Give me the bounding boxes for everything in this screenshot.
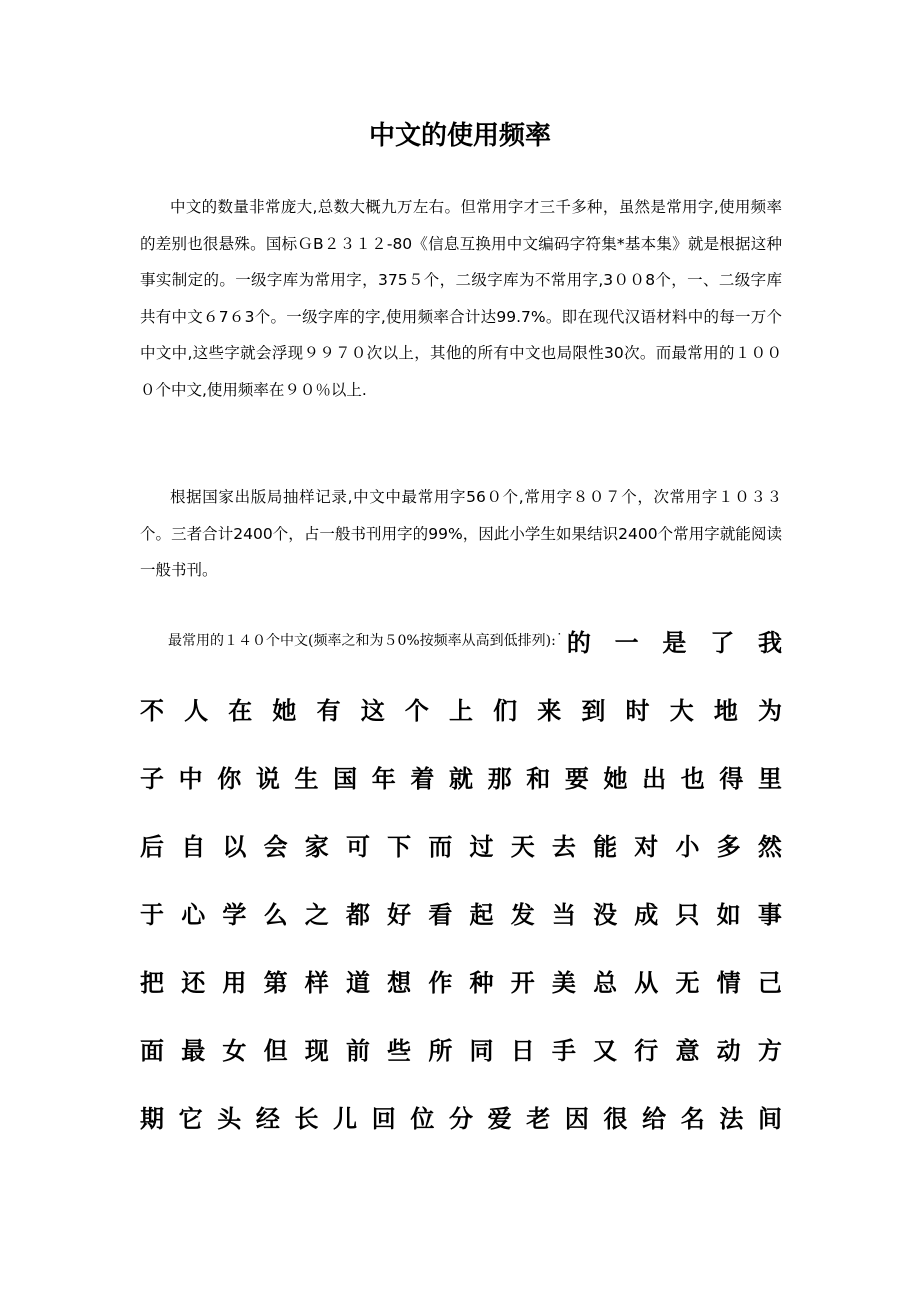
char: 想	[387, 968, 412, 997]
char: 好	[387, 900, 412, 929]
char-line-5	[140, 960, 782, 1000]
char: 以	[222, 832, 247, 861]
char: 把	[140, 968, 164, 997]
char: 后	[140, 832, 164, 861]
char: 如	[716, 900, 741, 929]
char: 都	[345, 900, 370, 929]
char: 它	[178, 1104, 203, 1133]
char: 情	[716, 968, 741, 997]
char: 中	[178, 764, 203, 793]
intro-mark: ˙	[555, 632, 563, 648]
char: 生	[294, 764, 319, 793]
char: 法	[719, 1104, 744, 1133]
char: 里	[758, 764, 782, 793]
char: 你	[217, 764, 242, 793]
char-line-2	[140, 756, 782, 796]
char: 给	[642, 1104, 667, 1133]
char: 到	[581, 696, 606, 725]
char: 开	[510, 968, 535, 997]
char: 家	[304, 832, 329, 861]
char: 过	[469, 832, 494, 861]
char: 天	[510, 832, 535, 861]
frequency-list-intro	[168, 625, 782, 655]
char: 她	[603, 764, 628, 793]
char: 和	[526, 764, 551, 793]
char: 名	[680, 1104, 705, 1133]
char: 经	[255, 1104, 280, 1133]
char: 行	[634, 1036, 659, 1065]
char: 国	[333, 764, 358, 793]
char: 无	[675, 968, 700, 997]
char: 上	[448, 696, 473, 725]
char: 出	[642, 764, 667, 793]
char: 手	[551, 1036, 576, 1065]
char: 面	[140, 1036, 164, 1065]
char: 还	[181, 968, 206, 997]
char: 自	[181, 832, 206, 861]
char: 一	[614, 628, 639, 657]
char: 得	[719, 764, 744, 793]
char: 心	[181, 900, 206, 929]
char: 也	[680, 764, 705, 793]
list-intro-text: 最常用的１４０个中文(频率之和为５0%按频率从高到低排列):	[168, 633, 556, 649]
char: 又	[593, 1036, 618, 1065]
char: 会	[263, 832, 288, 861]
char: 人	[184, 696, 209, 725]
char: 爱	[487, 1104, 512, 1133]
char: 动	[716, 1036, 741, 1065]
char: 因	[564, 1104, 589, 1133]
char: 们	[493, 696, 518, 725]
page-title: 中文的使用频率	[368, 121, 551, 151]
char: 这	[360, 696, 385, 725]
char: 要	[564, 764, 589, 793]
char: 总	[593, 968, 618, 997]
char: 去	[551, 832, 576, 861]
char: 于	[140, 900, 164, 929]
char: 学	[222, 900, 247, 929]
first-line-chars	[567, 623, 782, 658]
paragraph-1: 中文的数量非常庞大,总数大概九万左右。但常用字才三千多种，虽然是常用字,使用频率的差别也很悬殊。国标ＧB２３１２-80《信息互换用中文编码字符集*基本集》就是根据这种事实制定的。一级字库为常用字，375５个，二级字库为不常用字,3００8个，一、二级字库共有中文６7６3个。一级字库的字,使用频率合计达99.7%。即在现代汉语材料中的每一万个中文中,这些字就会浮现９９７０次以上，其他的所有中文也局限性30次。而最常用的１０００个中文,使用频率在９０％以上.	[140, 198, 782, 399]
char: 可	[345, 832, 370, 861]
char: 成	[634, 900, 659, 929]
char: 老	[526, 1104, 551, 1133]
char: 能	[593, 832, 618, 861]
char: 那	[487, 764, 512, 793]
char: 长	[294, 1104, 319, 1133]
char: 时	[625, 696, 650, 725]
char: 第	[263, 968, 288, 997]
char: 她	[272, 696, 297, 725]
char: 小	[675, 832, 700, 861]
char: 有	[316, 696, 341, 725]
char: 在	[228, 696, 253, 725]
char: 看	[428, 900, 453, 929]
char: 是	[662, 628, 687, 657]
char: 很	[603, 1104, 628, 1133]
char: 从	[634, 968, 659, 997]
char: 没	[593, 900, 618, 929]
char-line-1	[140, 688, 782, 728]
char: 但	[263, 1036, 288, 1065]
char: 同	[469, 1036, 494, 1065]
char: 为	[757, 696, 782, 725]
char: 我	[757, 628, 782, 657]
char: 地	[713, 696, 738, 725]
char: 些	[387, 1036, 412, 1065]
char: 子	[140, 764, 164, 793]
char: 了	[710, 628, 735, 657]
char: 种	[469, 968, 494, 997]
char: 发	[510, 900, 535, 929]
char: 美	[551, 968, 576, 997]
char: 分	[449, 1104, 473, 1133]
char: 所	[428, 1036, 453, 1065]
char: 多	[716, 832, 741, 861]
char: 个	[404, 696, 429, 725]
char: 样	[304, 968, 329, 997]
char-line-4	[140, 892, 782, 932]
char: 事	[757, 900, 782, 929]
char: 期	[140, 1104, 164, 1133]
char: 作	[428, 968, 453, 997]
char: 说	[255, 764, 280, 793]
char: 头	[217, 1104, 242, 1133]
char: 位	[410, 1104, 435, 1133]
char: 就	[449, 764, 473, 793]
char: 年	[371, 764, 396, 793]
char: 间	[758, 1104, 782, 1133]
char-line-7	[140, 1096, 782, 1136]
char: 起	[469, 900, 494, 929]
char: 然	[757, 832, 782, 861]
char: 来	[537, 696, 562, 725]
char: 己	[757, 968, 782, 997]
char-line-3	[140, 824, 782, 864]
char: 着	[410, 764, 435, 793]
char: 日	[510, 1036, 535, 1065]
char: 不	[140, 696, 164, 725]
char-line-6	[140, 1028, 782, 1068]
char: 现	[304, 1036, 329, 1065]
char: 下	[387, 832, 412, 861]
char: 当	[551, 900, 576, 929]
paragraph-2: 根据国家出版局抽样记录,中文中最常用字56０个,常用字８０７个，次常用字１０３３个。三者合计2400个，占一般书刊用字的99%，因此小学生如果结识2400个常用字就能阅读一般书刊。	[140, 488, 782, 579]
char: 回	[371, 1104, 396, 1133]
char: 女	[222, 1036, 247, 1065]
char: 前	[345, 1036, 370, 1065]
char: 而	[428, 832, 453, 861]
char: 道	[345, 968, 370, 997]
char: 之	[304, 900, 329, 929]
char: 么	[263, 900, 288, 929]
char: 儿	[333, 1104, 358, 1133]
char: 方	[757, 1036, 782, 1065]
char: 的	[566, 628, 591, 657]
char: 对	[634, 832, 659, 861]
char: 意	[675, 1036, 700, 1065]
char: 最	[181, 1036, 206, 1065]
char: 用	[222, 968, 247, 997]
char: 大	[669, 696, 694, 725]
char: 只	[675, 900, 700, 929]
